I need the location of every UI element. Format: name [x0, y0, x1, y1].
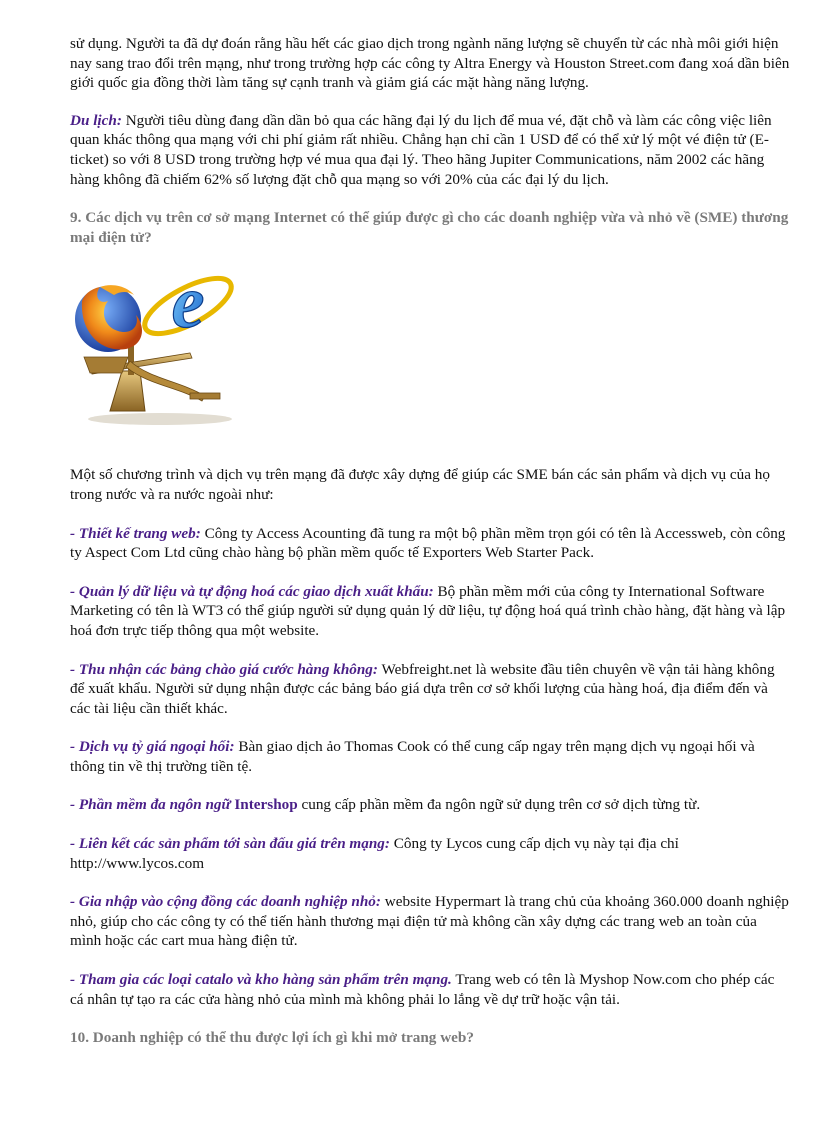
lead-paragraph: Một số chương trình và dịch vụ trên mạng đã được xây dựng để giúp các SME bán các sản phẩm và dịch vụ của họ trong nước và ra nước ngoài như: [70, 466, 770, 503]
item-text: Bộ phần mềm mới của công ty International Software Marketing có tên là WT3 có thể giúp người sử dụng quản lý dữ liệu, tự động hoá quá trình chào hàng, đặt hàng và lập hoá đơn trực tiếp thông qua một website. [70, 582, 786, 639]
scale-shadow-icon [88, 413, 232, 425]
item-term: - Dịch vụ tỷ giá ngoại hối: [70, 738, 235, 756]
item-term: - Quản lý dữ liệu và tự động hoá các giao dịch xuất khẩu: [70, 582, 434, 600]
item-text: Trang web có tên là Myshop Now.com cho phép các cá nhân tự tạo ra các cửa hàng nhỏ của mình mà không phải lo lắng về dự trữ hoặc vận tải. [70, 971, 775, 1008]
item-term: - Tham gia các loại catalo và kho hàng sản phẩm trên mạng. [70, 971, 452, 989]
list-item-catalog [70, 970, 790, 1009]
travel-term: Du lịch: [70, 111, 122, 129]
scale-pan-left-icon [84, 357, 128, 373]
item-term: - Thiết kế trang web: [70, 524, 201, 542]
item-text: Bàn giao dịch ảo Thomas Cook có thể cung cấp ngay trên mạng dịch vụ ngoại hối và thông tin về thị trường tiền tệ. [70, 738, 755, 775]
firefox-logo-icon [75, 285, 142, 352]
browser-scale-illustration [70, 261, 240, 426]
item-text: Webfreight.net là website đầu tiên chuyên về vận tải hàng không để xuất khẩu. Người sử dụng nhận được các bảng báo giá dựa trên cơ sở khối lượng của hàng hoá, địa điểm đến và các tài liệu cần thiết khác. [70, 660, 775, 717]
travel-text: Người tiêu dùng đang dần dần bỏ qua các hãng đại lý du lịch để mua vé, đặt chỗ và làm các công việc liên quan khác thông qua mạng với chi phí giảm rất nhiều. Chẳng hạn chỉ cần 1 USD để có thể xử lý một vé điện tử (E-ticket) so với 8 USD trong trường hợp vé mua qua đại lý. Theo hãng Jupiter Communications, năm 2002 các hãng hàng không đã chiếm 62% số lượng đặt chỗ qua mạng so với 20% của các đại lý du lịch. [70, 111, 772, 188]
item-term: - Phần mềm đa ngôn ngữ [70, 796, 231, 814]
item-text: Công ty Lycos cung cấp dịch vụ này tại địa chỉ http://www.lycos.com [70, 835, 679, 872]
list-item-air-freight [70, 660, 790, 719]
travel-paragraph [70, 111, 790, 189]
item-text: website Hypermart là trang chủ của khoảng 360.000 doanh nghiệp nhỏ, giúp cho các công ty có thể tiến hành thương mại điện tử mà không cần xây dựng các trang web an toàn của mình hoặc các cart mua hàng điện tử. [70, 893, 789, 950]
ie-letter: e [171, 262, 205, 345]
scale-base-icon [110, 371, 145, 411]
intro-paragraph: sử dụng. Người ta đã dự đoán rằng hầu hết các giao dịch trong ngành năng lượng sẽ chuyển từ các nhà môi giới hiện nay sang trao đổi trên mạng, như trong trường hợp các công ty Altra Energy và Houston Street.com đang xoá dần biên giới quốc gia đồng thời làm tăng sự cạnh tranh và giảm giá các mặt hàng năng lượng. [70, 35, 790, 92]
list-item-forex [70, 737, 790, 776]
section-9-heading: 9. Các dịch vụ trên cơ sở mạng Internet có thể giúp được gì cho các doanh nghiệp vừa và nhỏ về (SME) thương mại điện tử? [70, 209, 789, 246]
internet-explorer-logo-icon [137, 262, 239, 344]
list-item-auction [70, 834, 790, 873]
item-term: - Thu nhận các bảng chào giá cước hàng không: [70, 660, 378, 678]
scale-pan-right-icon [190, 393, 220, 399]
list-item-small-business [70, 892, 790, 951]
list-item-multilingual [70, 795, 790, 815]
list-item-data-management [70, 582, 790, 641]
item-text: cung cấp phần mềm đa ngôn ngữ sử dụng trên cơ sở dịch từng từ. [297, 796, 701, 814]
item-term: - Gia nhập vào cộng đồng các doanh nghiệp nhỏ: [70, 893, 381, 911]
section-10-heading: 10. Doanh nghiệp có thể thu được lợi ích gì khi mở trang web? [70, 1029, 474, 1047]
item-bold-name: Intershop [230, 796, 298, 814]
browser-scale-image [70, 261, 240, 426]
list-item-web-design [70, 524, 790, 563]
item-term: - Liên kết các sản phẩm tới sàn đấu giá trên mạng: [70, 835, 390, 853]
item-text: Công ty Access Acounting đã tung ra một bộ phần mềm trọn gói có tên là Accessweb, còn công ty Aspect Com Ltd cũng chào hàng bộ phần mềm quốc tế Exporters Web Starter Pack. [70, 524, 786, 562]
document-page [70, 34, 790, 1048]
